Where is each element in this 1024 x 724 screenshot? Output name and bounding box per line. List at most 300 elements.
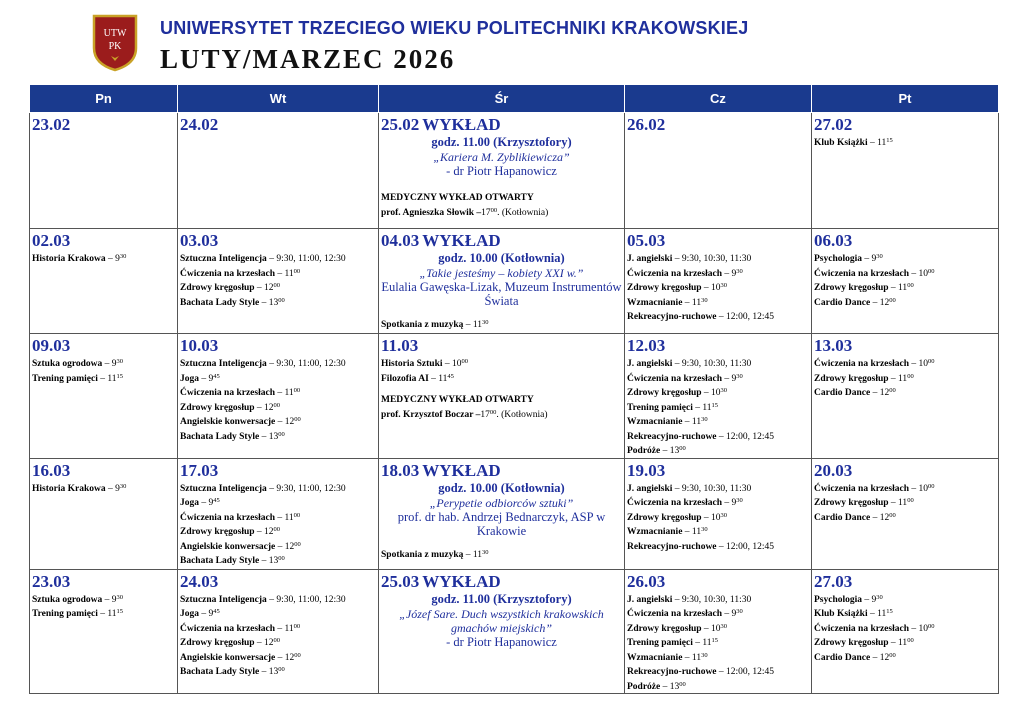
schedule-item (180, 481, 376, 496)
day-cell-mon (30, 458, 178, 569)
activity-time: 12 (879, 652, 890, 663)
schedule-item (180, 524, 376, 539)
date-label: 17.03 (180, 460, 219, 480)
activity-time-minutes: 30 (736, 608, 743, 615)
activity-time-minutes: 30 (720, 387, 728, 394)
activity-time: 11 (691, 297, 702, 308)
activity-name: Angielskie konwersacje (180, 541, 276, 552)
date-label: 23.02 (32, 115, 71, 134)
date-label: 12.03 (627, 336, 666, 355)
activity-name: Ćwiczenia na krzesłach (814, 359, 909, 369)
schedule-item (627, 295, 809, 310)
open-lecture-speaker: prof. Agnieszka Słowik – (381, 207, 482, 218)
activity-time: 9 (871, 254, 877, 264)
activity-time-minutes: 00 (907, 637, 914, 644)
activity-name: Angielskie konwersacje (180, 417, 276, 427)
day-cell-thu (625, 113, 812, 229)
activity-time-minutes: 45 (447, 372, 454, 380)
activity-time-minutes: 00 (907, 372, 914, 380)
schedule-item (180, 510, 376, 525)
schedule-item (627, 481, 809, 496)
activity-name: Bachata Lady Style (180, 297, 260, 308)
day-cell-fri (812, 458, 999, 569)
weekday-header-row (30, 85, 999, 113)
schedule-item (180, 495, 376, 510)
activity-name: Zdrowy kręgosłup (180, 638, 255, 648)
week-row (30, 569, 999, 694)
activity-time-minutes: 00 (928, 358, 935, 365)
schedule-item (814, 251, 996, 266)
day-cell-thu (625, 458, 812, 569)
lecture-hour: godz. 11.00 (Krzysztofory) (431, 591, 572, 606)
date-label: 26.02 (627, 115, 666, 134)
open-lecture-hour-minutes: 00 (489, 408, 497, 416)
schedule-item (814, 650, 996, 665)
activity-name: Psychologia (814, 254, 863, 264)
day-cell-tue (178, 569, 379, 694)
time-separator: – (716, 312, 727, 322)
schedule-item (32, 481, 175, 496)
open-lecture-place: . (Kotłownia) (497, 207, 549, 218)
day-date (180, 115, 376, 135)
activity-name: Bachata Lady Style (180, 667, 260, 677)
time-separator: – (870, 512, 880, 523)
schedule-item (180, 592, 376, 607)
activity-name: Sztuczna Inteligencja (180, 483, 267, 494)
activity-name: Sztuczna Inteligencja (180, 254, 267, 264)
time-separator: – (199, 373, 209, 384)
date-label: 10.03 (180, 336, 219, 355)
day-date (180, 231, 376, 251)
activity-time: 9 (731, 609, 737, 619)
open-lecture-hour: 17 (480, 409, 490, 420)
time-separator: – (692, 402, 703, 413)
day-date (381, 231, 622, 251)
time-separator: – (701, 512, 712, 523)
activity-time: 11 (107, 373, 117, 384)
activity-time-minutes: 00 (278, 296, 285, 304)
schedule-item (627, 664, 809, 679)
activity-time: 13 (669, 681, 680, 692)
open-lecture-speaker: prof. Krzysztof Boczar – (381, 409, 481, 420)
activity-time-minutes: 15 (886, 608, 893, 615)
schedule-item (627, 371, 809, 386)
activity-name: Zdrowy kręgosłup (627, 388, 702, 398)
activity-time-minutes: 00 (889, 387, 896, 394)
activity-name: Zdrowy kręgosłup (180, 402, 255, 413)
activity-name: J. angielski (627, 594, 673, 605)
activity-time: 11 (898, 498, 908, 508)
schedule-item (627, 635, 809, 650)
lecture-tag: WYKŁAD (422, 460, 501, 480)
day-date (814, 461, 996, 481)
time-separator: – (682, 527, 692, 537)
activity-name: Klub Książki (814, 609, 868, 619)
time-separator: – (888, 638, 899, 648)
day-date (32, 115, 175, 135)
activity-time-minutes: 30 (720, 622, 728, 630)
date-label: 19.03 (627, 460, 666, 480)
schedule-item (627, 429, 809, 444)
schedule-item (627, 650, 809, 665)
activity-name: Zdrowy kręgosłup (180, 527, 255, 537)
day-date (381, 115, 622, 135)
activity-name: Ćwiczenia na krzesłach (814, 268, 909, 279)
activity-name: Zdrowy kręgosłup (814, 283, 889, 293)
time-separator: – (97, 609, 108, 619)
lecture-hour: godz. 10.00 (Kotłownia) (438, 251, 565, 265)
schedule-item (180, 295, 376, 310)
time-separator: – (254, 527, 265, 537)
schedule-item (180, 371, 376, 386)
time-separator: – (701, 283, 712, 293)
time-separator: – (672, 359, 682, 369)
open-lecture-title: MEDYCZNY WYKŁAD OTWARTY (381, 193, 534, 203)
activity-time: 12:00, 12:45 (726, 667, 775, 677)
activity-time-minutes: 00 (278, 666, 285, 673)
schedule-item (180, 664, 376, 679)
activity-name: Sztuczna Inteligencja (180, 594, 267, 605)
time-separator: – (275, 541, 285, 552)
activity-name: Spotkania z muzyką (381, 320, 464, 330)
spacer (381, 178, 622, 187)
day-cell-tue (178, 113, 379, 229)
day-date (814, 115, 996, 135)
time-separator: – (888, 283, 899, 293)
time-separator: – (870, 297, 880, 308)
week-row (30, 334, 999, 459)
time-separator: – (862, 594, 872, 605)
time-separator: – (442, 359, 452, 369)
day-date (32, 461, 175, 481)
time-separator: – (867, 609, 878, 619)
day-cell-tue (178, 334, 379, 459)
date-label: 25.02 (381, 115, 420, 134)
time-separator: – (275, 623, 285, 634)
activity-time: 12:00, 12:45 (726, 541, 775, 552)
time-separator: – (888, 498, 899, 508)
activity-name: Ćwiczenia na krzesłach (180, 512, 275, 523)
activity-time: 11 (691, 652, 702, 663)
activity-time: 11 (702, 402, 712, 413)
activity-name: Trening pamięci (32, 609, 98, 619)
time-separator: – (97, 373, 108, 384)
schedule-item (180, 621, 376, 636)
activity-time-minutes: 00 (278, 430, 285, 438)
lecture-topic: „Takie jesteśmy – kobiety XXI w.” (419, 266, 584, 280)
activity-time-minutes: 00 (461, 358, 468, 365)
schedule-item (627, 443, 809, 458)
spacer (381, 385, 622, 394)
activity-time: 12 (284, 541, 295, 552)
day-date (180, 336, 376, 356)
activity-time-minutes: 30 (701, 526, 708, 533)
time-separator: – (722, 268, 732, 279)
schedule-item (381, 356, 622, 371)
time-separator: – (259, 297, 269, 308)
time-separator: – (199, 498, 209, 508)
schedule-item (627, 621, 809, 636)
activity-time: 12 (284, 652, 295, 663)
activity-time: 12 (264, 638, 274, 648)
open-lecture-speaker-line (381, 205, 622, 220)
time-separator: – (672, 483, 682, 494)
weekday-header: Cz (625, 85, 812, 113)
activity-time: 12 (879, 388, 890, 398)
day-date (32, 336, 175, 356)
time-separator: – (254, 283, 265, 293)
activity-time: 9 (731, 268, 737, 279)
time-separator: – (722, 609, 732, 619)
activity-time: 10 (711, 623, 721, 634)
activity-name: Joga (180, 373, 199, 384)
week-row (30, 458, 999, 569)
activity-name: Sztuka ogrodowa (32, 594, 103, 605)
activity-time-minutes: 00 (907, 282, 914, 289)
date-label: 27.03 (814, 571, 853, 591)
lecture-speaker: - dr Piotr Hapanowicz (446, 164, 557, 178)
activity-time-minutes: 30 (116, 358, 124, 365)
day-cell-mon (30, 229, 178, 334)
schedule-item (627, 266, 809, 281)
activity-time-minutes: 00 (907, 497, 914, 504)
activity-time-minutes: 30 (116, 593, 124, 601)
day-date (381, 461, 622, 481)
schedule-item (180, 635, 376, 650)
activity-name: Zdrowy kręgosłup (180, 283, 255, 293)
calendar-table (29, 85, 999, 694)
lecture-topic: „Józef Sare. Duch wszystkich krakowskich gmachów miejskich” (399, 606, 604, 635)
activity-time: 9 (731, 373, 737, 384)
activity-name: Ćwiczenia na krzesłach (627, 609, 722, 619)
activity-time-minutes: 00 (294, 651, 301, 659)
org-title: UNIWERSYTET TRZECIEGO WIEKU POLITECHNIKI KRAKOWSKIEJ (160, 18, 749, 38)
activity-name: Historia Krakowa (32, 254, 106, 264)
activity-time: 11 (438, 373, 448, 384)
time-separator: – (266, 359, 277, 369)
activity-time-minutes: 30 (720, 511, 728, 519)
activity-time: 11 (472, 549, 483, 560)
activity-time-minutes: 00 (293, 267, 301, 275)
lecture-hour: godz. 11.00 (Krzysztofory) (431, 135, 572, 149)
time-separator: – (716, 431, 727, 442)
activity-time: 11 (284, 268, 294, 279)
schedule-item (180, 251, 376, 266)
activity-time-minutes: 30 (701, 296, 708, 304)
day-cell-wed (379, 334, 625, 459)
day-date (814, 231, 996, 251)
schedule-item (814, 356, 996, 371)
activity-name: Ćwiczenia na krzesłach (180, 623, 275, 634)
schedule-item (627, 592, 809, 607)
time-separator: – (672, 594, 682, 605)
date-label: 20.03 (814, 460, 853, 480)
activity-name: Ćwiczenia na krzesłach (180, 268, 275, 279)
spacer (381, 308, 622, 317)
activity-time-minutes: 00 (679, 680, 686, 688)
schedule-item (627, 309, 809, 324)
schedule-item (180, 429, 376, 444)
time-separator: – (722, 498, 732, 508)
activity-name: Bachata Lady Style (180, 556, 260, 566)
schedule-item (627, 400, 809, 415)
time-separator: – (102, 594, 112, 605)
schedule-item (814, 495, 996, 510)
activity-time: 9:30, 10:30, 11:30 (681, 483, 752, 494)
day-cell-tue (178, 229, 379, 334)
time-separator: – (909, 623, 919, 634)
activity-time-minutes: 30 (736, 267, 743, 275)
lecture-topic: „Perypetie odbiorców sztuki” (429, 495, 574, 510)
date-label: 16.03 (32, 460, 71, 480)
activity-name: Cardio Dance (814, 652, 871, 663)
open-lecture-title: MEDYCZNY WYKŁAD OTWARTY (381, 395, 534, 405)
time-separator: – (888, 373, 899, 384)
schedule-item (814, 621, 996, 636)
week-row (30, 229, 999, 334)
activity-name: Klub Książki (814, 138, 868, 148)
activity-time-minutes: 00 (679, 445, 686, 452)
activity-time: 10 (452, 359, 462, 369)
activity-time: 10 (918, 268, 928, 279)
activity-time: 11 (284, 512, 294, 523)
activity-name: Bachata Lady Style (180, 431, 260, 442)
lecture-tag: WYKŁAD (422, 571, 501, 591)
date-label: 02.03 (32, 231, 71, 250)
activity-time-minutes: 00 (293, 622, 301, 630)
day-date (627, 115, 809, 135)
activity-name: Rekreacyjno-ruchowe (627, 312, 717, 322)
date-label: 06.03 (814, 231, 853, 250)
open-lecture-place: . (Kotłownia) (496, 409, 548, 420)
activity-time-minutes: 45 (213, 372, 220, 380)
activity-time: 9 (111, 359, 117, 369)
activity-time: 12 (284, 417, 295, 427)
day-cell-mon (30, 569, 178, 694)
activity-time: 11 (472, 320, 483, 330)
activity-time-minutes: 15 (116, 372, 124, 380)
activity-time: 9 (871, 594, 877, 605)
time-separator: – (275, 512, 285, 523)
day-date (381, 336, 622, 356)
day-cell-wed (379, 113, 625, 229)
activity-time-minutes: 00 (889, 651, 896, 659)
time-separator: – (254, 402, 265, 413)
weekday-header: Wt (178, 85, 379, 113)
date-label: 03.03 (180, 231, 219, 250)
activity-name: Ćwiczenia na krzesłach (627, 498, 722, 508)
time-separator: – (672, 254, 682, 264)
time-separator: – (266, 594, 277, 605)
lecture-tag: WYKŁAD (422, 231, 501, 250)
schedule-item (32, 606, 175, 621)
activity-name: Rekreacyjno-ruchowe (627, 667, 717, 677)
weekday-header: Pt (812, 85, 999, 113)
schedule-item (627, 251, 809, 266)
schedule-item (814, 481, 996, 496)
schedule-item (180, 385, 376, 400)
lecture-tag: WYKŁAD (422, 115, 501, 134)
schedule-item (627, 495, 809, 510)
activity-name: Trening pamięci (627, 638, 693, 648)
day-cell-fri (812, 229, 999, 334)
activity-time: 10 (918, 623, 928, 634)
activity-time-minutes: 00 (273, 637, 281, 644)
day-date (814, 336, 996, 356)
time-separator: – (909, 359, 919, 369)
activity-time: 11 (898, 373, 908, 384)
weekday-header: Śr (379, 85, 625, 113)
schedule-item (814, 371, 996, 386)
schedule-item (627, 280, 809, 295)
activity-name: Cardio Dance (814, 297, 871, 308)
open-lecture-hour-minutes: 00 (490, 206, 498, 214)
activity-time-minutes: 30 (720, 282, 728, 289)
activity-name: Wzmacnianie (627, 417, 683, 427)
activity-name: Zdrowy kręgosłup (627, 512, 702, 523)
activity-time-minutes: 30 (736, 497, 743, 504)
activity-time: 11 (702, 638, 712, 648)
activity-time-minutes: 00 (273, 282, 281, 289)
activity-time-minutes: 00 (889, 511, 896, 519)
time-separator: – (199, 609, 209, 619)
day-cell-mon (30, 113, 178, 229)
schedule-item (814, 295, 996, 310)
day-date (627, 461, 809, 481)
day-cell-wed (379, 229, 625, 334)
activity-time-minutes: 30 (482, 548, 489, 556)
activity-time: 9 (208, 609, 214, 619)
time-separator: – (862, 254, 872, 264)
day-date (180, 461, 376, 481)
schedule-item (32, 251, 175, 266)
activity-time-minutes: 00 (928, 482, 935, 490)
time-separator: – (275, 388, 285, 398)
activity-time: 9:30, 10:30, 11:30 (681, 594, 752, 605)
activity-time-minutes: 30 (701, 416, 708, 423)
schedule-item (814, 385, 996, 400)
time-separator: – (682, 297, 692, 308)
day-date (627, 336, 809, 356)
activity-time-minutes: 30 (119, 482, 127, 490)
activity-time-minutes: 00 (294, 540, 301, 548)
activity-name: Angielskie konwersacje (180, 652, 276, 663)
day-cell-thu (625, 229, 812, 334)
time-separator: – (275, 652, 285, 663)
activity-time: 12 (879, 512, 890, 523)
time-separator: – (722, 373, 732, 384)
time-separator: – (867, 138, 878, 148)
time-separator: – (692, 638, 703, 648)
activity-time: 11 (877, 609, 887, 619)
activity-time-minutes: 15 (886, 137, 893, 144)
activity-time: 13 (268, 431, 279, 442)
lecture-speaker: prof. dr hab. Andrzej Bednarczyk, ASP w Krakowie (397, 509, 606, 538)
activity-name: Zdrowy kręgosłup (627, 623, 702, 634)
schedule-item (627, 679, 809, 694)
schedule-item (180, 539, 376, 554)
time-separator: – (428, 373, 439, 384)
activity-name: Zdrowy kręgosłup (814, 373, 889, 384)
activity-time-minutes: 15 (711, 401, 719, 409)
time-separator: – (254, 638, 265, 648)
activity-time: 12:00, 12:45 (726, 431, 775, 442)
activity-name: J. angielski (627, 359, 673, 369)
activity-time: 9:30, 11:00, 12:30 (276, 359, 346, 369)
activity-time: 9 (208, 373, 214, 384)
logo-text-bottom: PK (108, 41, 122, 52)
activity-name: Zdrowy kręgosłup (814, 498, 889, 508)
